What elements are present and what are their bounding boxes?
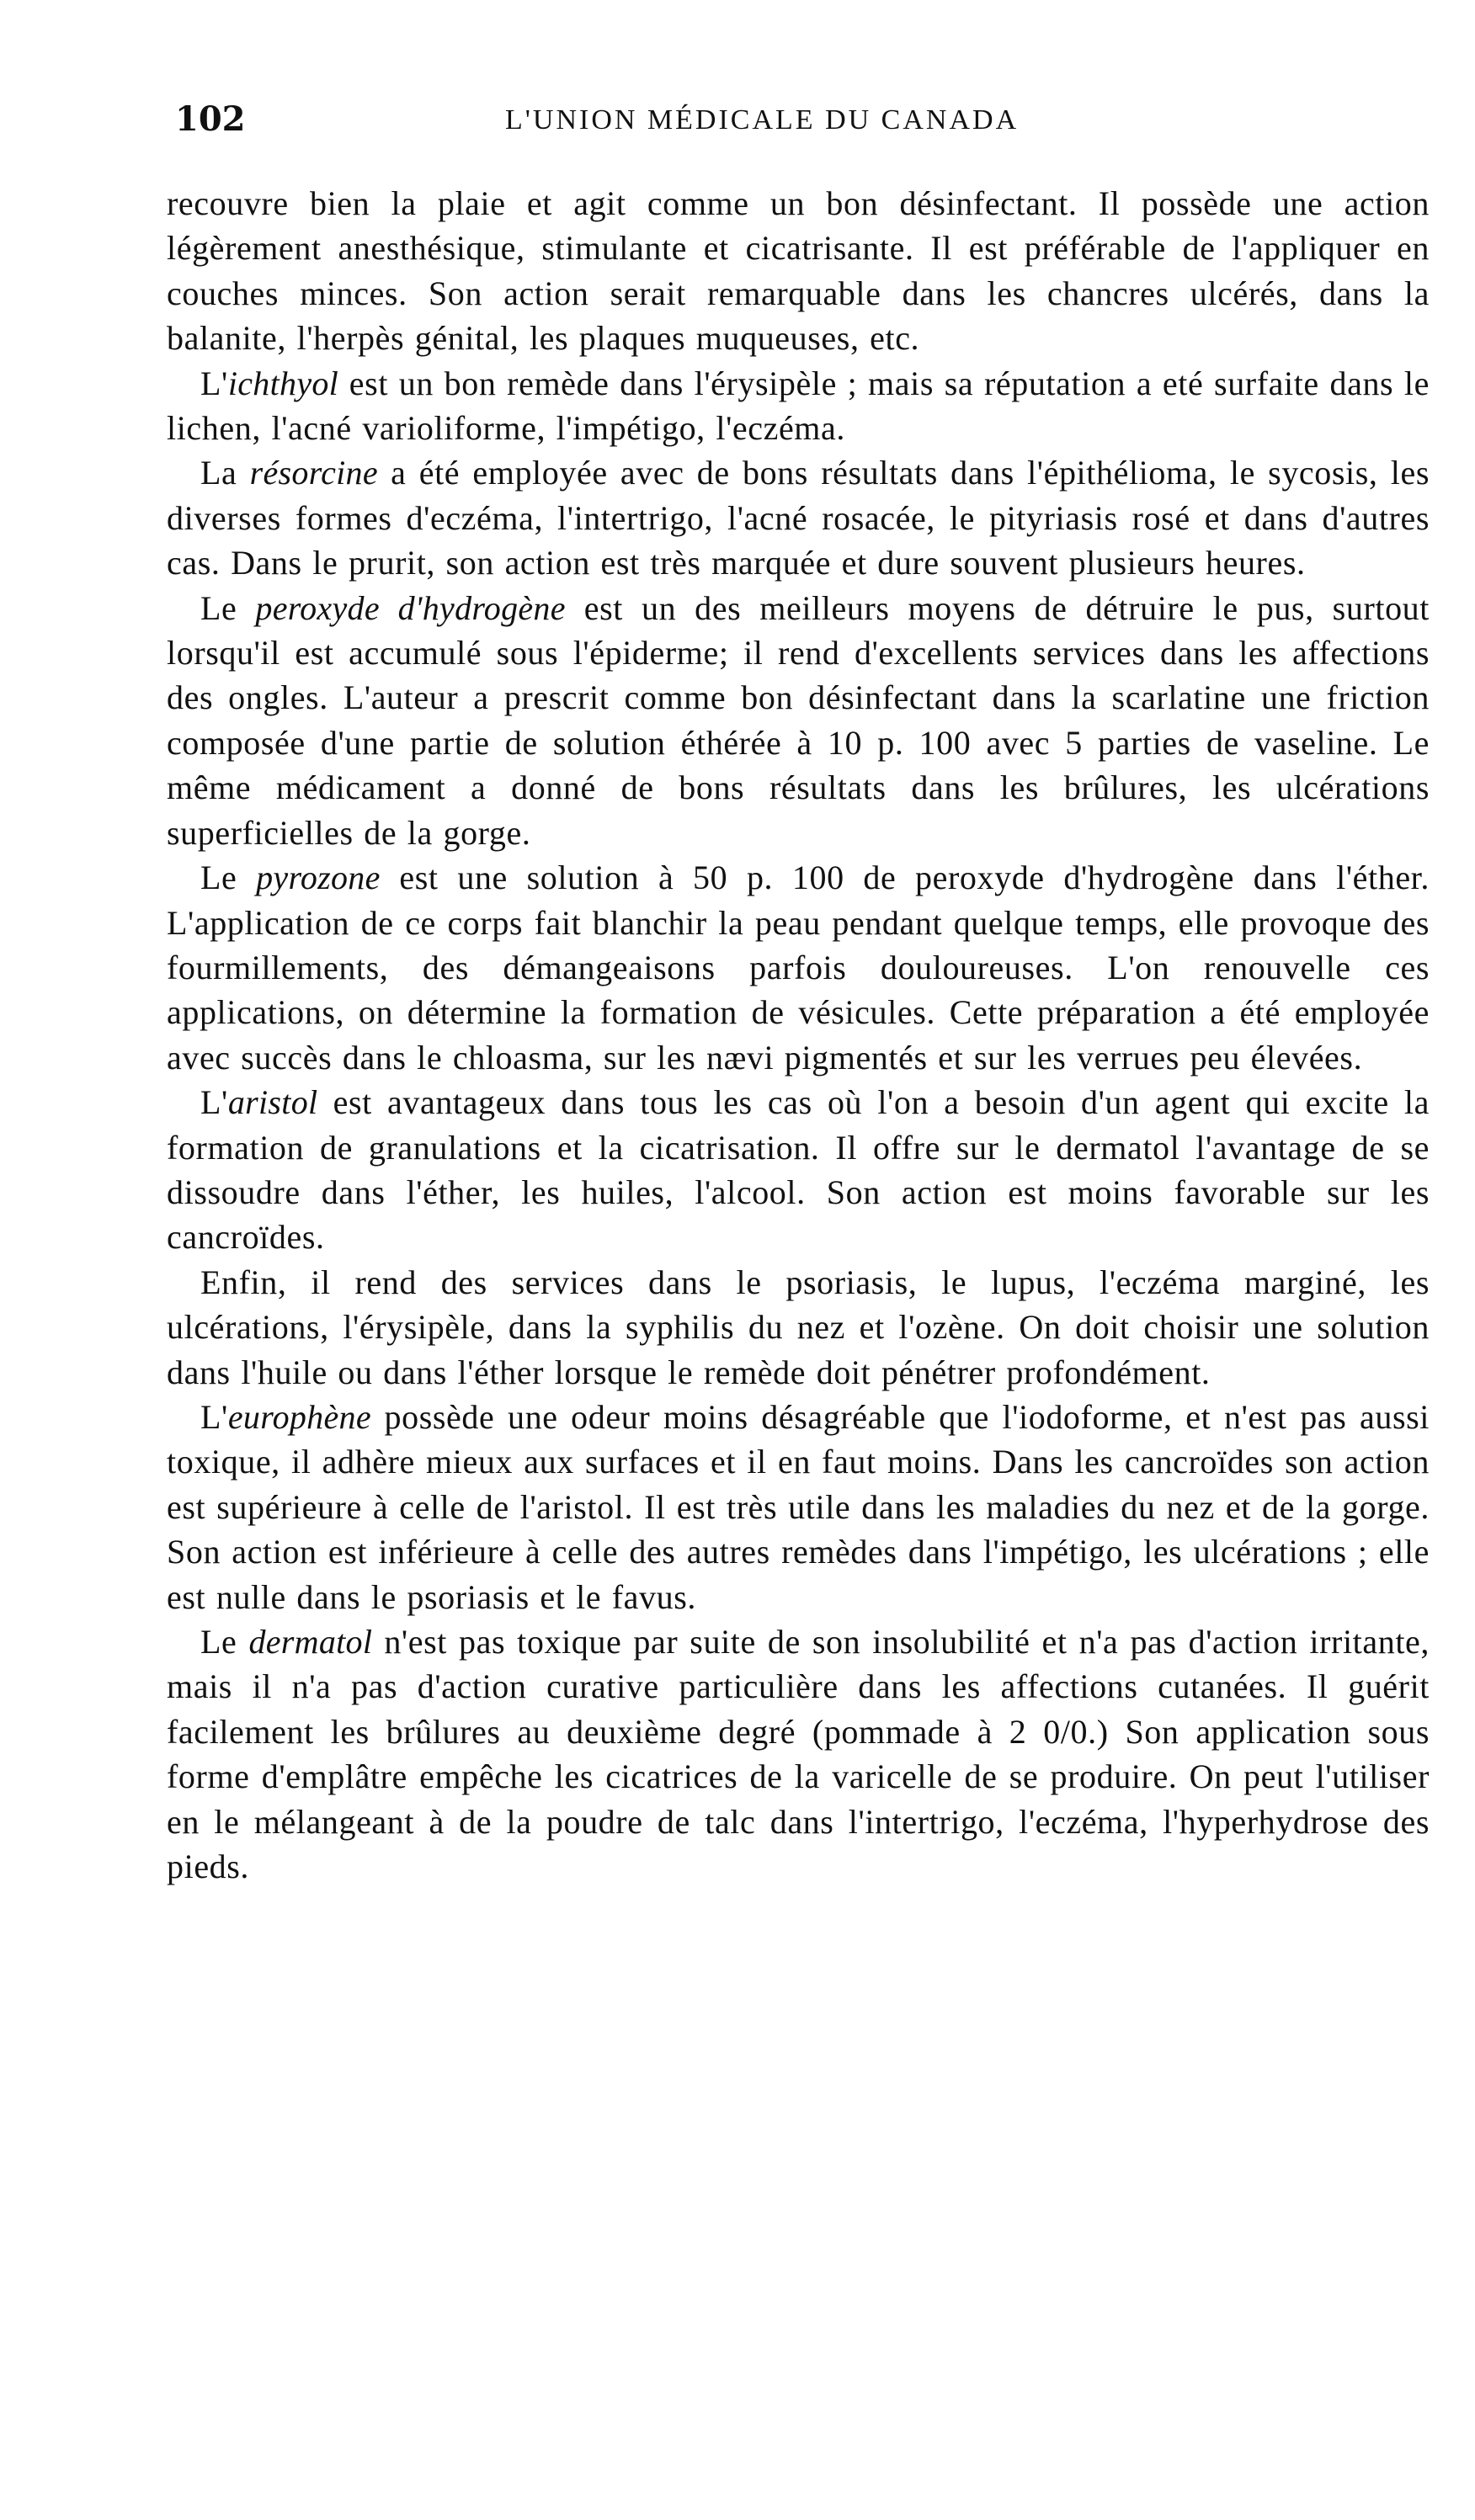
running-header bbox=[160, 99, 1473, 150]
paragraph-1-text: recouvre bien la plaie et agit comme un bon désinfectant. Il possède une action légèrement anesthésique, stimulante et cicatrisante. Il est préférable de l'appliquer en couches minces. Son action serait remarquable dans les chancres ulcérés, dans la balanite, l'herpès génital, les plaques muqueuses, etc. bbox=[167, 184, 1430, 358]
page-number: 102 bbox=[175, 99, 246, 139]
term-dermatol: dermatol bbox=[248, 1623, 373, 1661]
paragraph-pyrozone bbox=[167, 855, 1430, 1080]
paragraph-6-lead: L' bbox=[200, 1083, 228, 1122]
paragraph-enfin bbox=[167, 1260, 1430, 1395]
paragraph-dermatol bbox=[167, 1619, 1430, 1889]
paragraph-8-text: possède une odeur moins désagréable que l'iodoforme, et n'est pas aussi toxique, il adhère mieux aux surfaces et il en faut moins. Dans les cancroïdes son action est supérieure à celle de l'aristol. Il est très utile dans les maladies du nez et de la gorge. Son action est inférieure à celle des autres remèdes dans l'impétigo, les ulcérations ; elle est nulle dans le psoriasis et le favus. bbox=[167, 1397, 1430, 1616]
paragraph-7-text: Enfin, il rend des services dans le psoriasis, le lupus, l'eczéma marginé, les ulcérations, l'érysipèle, dans la syphilis du nez et l'ozène. On doit choisir une solution dans l'huile ou dans l'éther lorsque le remède doit pénétrer profondément. bbox=[167, 1263, 1430, 1391]
paragraph-3-lead: La bbox=[200, 454, 250, 492]
paragraph-9-lead: Le bbox=[200, 1623, 249, 1661]
paragraph-aristol bbox=[167, 1080, 1430, 1260]
paragraph-peroxyde bbox=[167, 586, 1430, 855]
term-aristol: aristol bbox=[227, 1083, 318, 1122]
paragraph-4-lead: Le bbox=[200, 588, 256, 627]
paragraph-2-text: est un bon remède dans l'érysipèle ; mais sa réputation a eté surfaite dans le lichen, l'acné varioliforme, l'impétigo, l'eczéma. bbox=[167, 364, 1430, 448]
term-europhene: europhène bbox=[227, 1397, 371, 1436]
paragraph-ichthyol bbox=[167, 361, 1430, 451]
paragraph-1 bbox=[167, 181, 1430, 361]
term-ichthyol: ichthyol bbox=[227, 364, 339, 402]
paragraph-6-text: est avantageux dans tous les cas où l'on a besoin d'un agent qui excite la formation de granulations et la cicatrisation. Il offre sur le dermatol l'avantage de se dissoudre dans l'éther, les huiles, l'alcool. Son action est moins favorable sur les cancroïdes. bbox=[167, 1083, 1430, 1257]
paragraph-8-lead: L' bbox=[200, 1397, 228, 1436]
term-pyrozone: pyrozone bbox=[256, 859, 381, 897]
paragraph-2-lead: L' bbox=[200, 364, 228, 402]
paragraph-5-text: est une solution à 50 p. 100 de peroxyde d'hydrogène dans l'éther. L'application de ce corps fait blanchir la peau pendant quelque temps, elle provoque des fourmillements, des démangeaisons parfois douloureuses. L'on renouvelle ces applications, on détermine la formation de vésicules. Cette préparation a été employée avec succès dans le chloasma, sur les nævi pigmentés et sur les verrues peu élevées. bbox=[167, 859, 1430, 1077]
body-text bbox=[167, 181, 1430, 1889]
paragraph-europhene bbox=[167, 1395, 1430, 1619]
paragraph-4-text: est un des meilleurs moyens de détruire le pus, surtout lorsqu'il est accumulé sous l'épiderme; il rend d'excellents services dans les affections des ongles. L'auteur a prescrit comme bon désinfectant dans la scarlatine une friction composée d'une partie de solution éthérée à 10 p. 100 avec 5 parties de vaseline. Le même médicament a donné de bons résultats dans les brûlures, les ulcérations superficielles de la gorge. bbox=[167, 588, 1430, 852]
term-resorcine: résorcine bbox=[249, 454, 378, 492]
paragraph-5-lead: Le bbox=[200, 859, 257, 897]
paragraph-resorcine bbox=[167, 450, 1430, 585]
paragraph-3-text: a été employée avec de bons résultats dans l'épithélioma, le sycosis, les diverses formes d'eczéma, l'intertrigo, l'acné rosacée, le pityriasis rosé et dans d'autres cas. Dans le prurit, son action est très marquée et dure souvent plusieurs heures. bbox=[167, 454, 1430, 582]
journal-title: L'UNION MÉDICALE DU CANADA bbox=[505, 104, 1020, 136]
paragraph-9-text: n'est pas toxique par suite de son insolubilité et n'a pas d'action irritante, mais il n'a pas d'action curative particulière dans les affections cutanées. Il guérit facilement les brûlures au deuxième degré (pommade à 2 0/0.) Son application sous forme d'emplâtre empêche les cicatrices de la varicelle de se produire. On peut l'utiliser en le mélangeant à de la poudre de talc dans l'intertrigo, l'eczéma, l'hyperhydrose des pieds. bbox=[167, 1623, 1430, 1886]
term-peroxyde: peroxyde d'hydrogène bbox=[255, 588, 566, 627]
